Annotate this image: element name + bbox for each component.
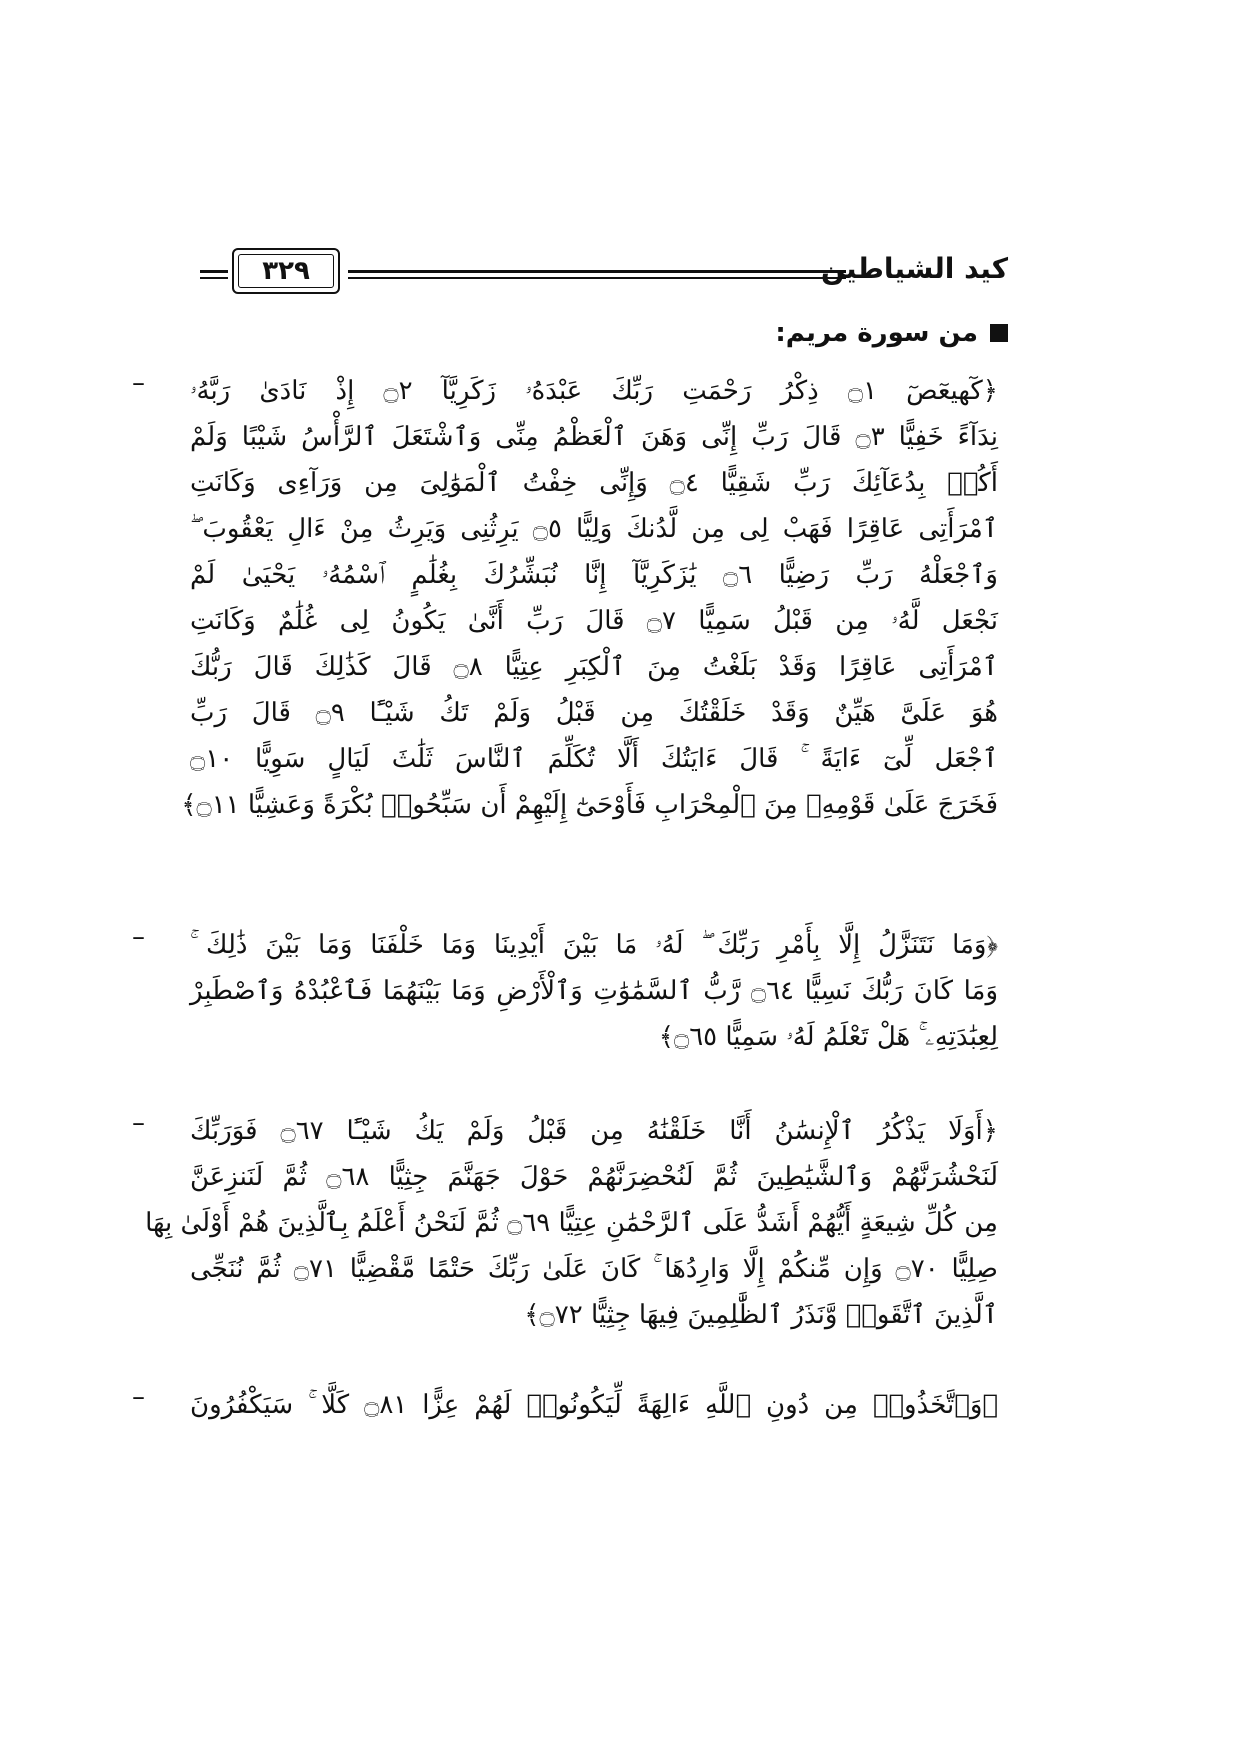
verse-line: صِلِيًّا ۝٧٠ وَإِن مِّنكُمْ إِلَّا وَارِدُهَا ۚ كَانَ عَلَىٰ رَبِّكَ حَتْمًا مَّقْضِيًّا ۝٧١ ثُمَّ نُنَجِّى xyxy=(190,1254,998,1284)
list-dash: – xyxy=(132,368,145,398)
verse-line: هُوَ عَلَىَّ هَيِّنٌ وَقَدْ خَلَقْتُكَ مِن قَبْلُ وَلَمْ تَكُ شَيْـًٔا ۝٩ قَالَ رَبِّ xyxy=(190,698,998,728)
verse-line: ٱلَّذِينَ ٱتَّقَوا۟ وَّنَذَرُ ٱلظَّٰلِمِينَ فِيهَا جِثِيًّا ۝٧٢﴾ xyxy=(524,1300,998,1330)
list-dash: – xyxy=(132,1108,145,1138)
verse-block xyxy=(132,1108,998,1338)
square-bullet-icon xyxy=(990,324,1008,342)
verse-line: أَكُنۢ بِدُعَآئِكَ رَبِّ شَقِيًّا ۝٤ وَإِنِّى خِفْتُ ٱلْمَوَٰلِىَ مِن وَرَآءِى وَكَانَتِ xyxy=(190,468,998,498)
verse-line: نَجْعَل لَّهُۥ مِن قَبْلُ سَمِيًّا ۝٧ قَالَ رَبِّ أَنَّىٰ يَكُونُ لِى غُلَٰمٌ وَكَانَتِ xyxy=(190,606,998,636)
verse-line: نِدَآءً خَفِيًّا ۝٣ قَالَ رَبِّ إِنِّى وَهَنَ ٱلْعَظْمُ مِنِّى وَٱشْتَعَلَ ٱلرَّأْسُ شَيْبًا وَلَمْ xyxy=(190,422,999,452)
header-rule-short xyxy=(200,270,228,279)
page-number-box xyxy=(232,248,340,294)
verse-line: مِن كُلِّ شِيعَةٍ أَيُّهُمْ أَشَدُّ عَلَى ٱلرَّحْمَٰنِ عِتِيًّا ۝٦٩ ثُمَّ لَنَحْنُ أَعْلَمُ بِٱلَّذِينَ هُمْ أَوْلَىٰ بِهَا xyxy=(145,1208,998,1238)
verse-line: ﴿كٓهيعٓصٓ ۝١ ذِكْرُ رَحْمَتِ رَبِّكَ عَبْدَهُۥ زَكَرِيَّآ ۝٢ إِذْ نَادَىٰ رَبَّهُۥ xyxy=(190,376,998,406)
verse-line: ٱمْرَأَتِى عَاقِرًا وَقَدْ بَلَغْتُ مِنَ ٱلْكِبَرِ عِتِيًّا ۝٨ قَالَ كَذَٰلِكَ قَالَ رَبُّكَ xyxy=(190,652,998,682)
header-rule xyxy=(348,270,846,279)
verse-line: فَخَرَجَ عَلَىٰ قَوْمِهِۦ مِنَ ٱلْمِحْرَابِ فَأَوْحَىٰٓ إِلَيْهِمْ أَن سَبِّحُوا۟ بُكْرَةً وَعَشِيًّا ۝١١﴾ xyxy=(181,790,998,820)
page-header xyxy=(200,244,1008,304)
section-heading-text: من سورة مريم: xyxy=(775,318,978,348)
verse-block xyxy=(132,368,999,828)
verse-line: ﴿وَٱتَّخَذُوا۟ مِن دُونِ ٱللَّهِ ءَالِهَةً لِّيَكُونُوا۟ لَهُمْ عِزًّا ۝٨١ كَلَّا ۚ سَيَكْفُرُونَ xyxy=(190,1390,999,1420)
verse-line: ٱجْعَل لِّىٓ ءَايَةً ۚ قَالَ ءَايَتُكَ أَلَّا تُكَلِّمَ ٱلنَّاسَ ثَلَٰثَ لَيَالٍ سَوِيًّا ۝١٠ xyxy=(190,744,998,774)
verse-line: ٱمْرَأَتِى عَاقِرًا فَهَبْ لِى مِن لَّدُنكَ وَلِيًّا ۝٥ يَرِثُنِى وَيَرِثُ مِنْ ءَالِ يَعْقُوبَ ۖ xyxy=(190,514,998,544)
page-number: ٣٢٩ xyxy=(262,256,310,286)
running-title: كيد الشياطين xyxy=(820,252,1008,285)
verse-block xyxy=(132,1382,999,1428)
verse-block xyxy=(132,922,999,1060)
list-dash: – xyxy=(132,1382,145,1412)
verse-line: لِعِبَٰدَتِهِۦ ۚ هَلْ تَعْلَمُ لَهُۥ سَمِيًّا ۝٦٥﴾ xyxy=(658,1022,998,1052)
list-dash: – xyxy=(132,922,145,952)
verse-line: ﴿أَوَلَا يَذْكُرُ ٱلْإِنسَٰنُ أَنَّا خَلَقْنَٰهُ مِن قَبْلُ وَلَمْ يَكُ شَيْـًٔا ۝٦٧ فَوَرَبِّكَ xyxy=(190,1116,998,1146)
verse-line: وَمَا كَانَ رَبُّكَ نَسِيًّا ۝٦٤ رَّبُّ ٱلسَّمَٰوَٰتِ وَٱلْأَرْضِ وَمَا بَيْنَهُمَا فَٱعْبُدْهُ وَٱصْطَبِرْ xyxy=(190,976,999,1006)
section-heading xyxy=(775,318,1008,348)
verse-line: وَٱجْعَلْهُ رَبِّ رَضِيًّا ۝٦ يَٰزَكَرِيَّآ إِنَّا نُبَشِّرُكَ بِغُلَٰمٍ ٱسْمُهُۥ يَحْيَىٰ لَمْ xyxy=(190,560,998,590)
verse-line: لَنَحْشُرَنَّهُمْ وَٱلشَّيَٰطِينَ ثُمَّ لَنُحْضِرَنَّهُمْ حَوْلَ جَهَنَّمَ جِثِيًّا ۝٦٨ ثُمَّ لَنَنزِعَنَّ xyxy=(190,1162,998,1192)
verse-line: ﴿وَمَا نَتَنَزَّلُ إِلَّا بِأَمْرِ رَبِّكَ ۖ لَهُۥ مَا بَيْنَ أَيْدِينَا وَمَا خَلْفَنَا وَمَا بَيْنَ ذَٰلِكَ ۚ xyxy=(190,930,998,960)
